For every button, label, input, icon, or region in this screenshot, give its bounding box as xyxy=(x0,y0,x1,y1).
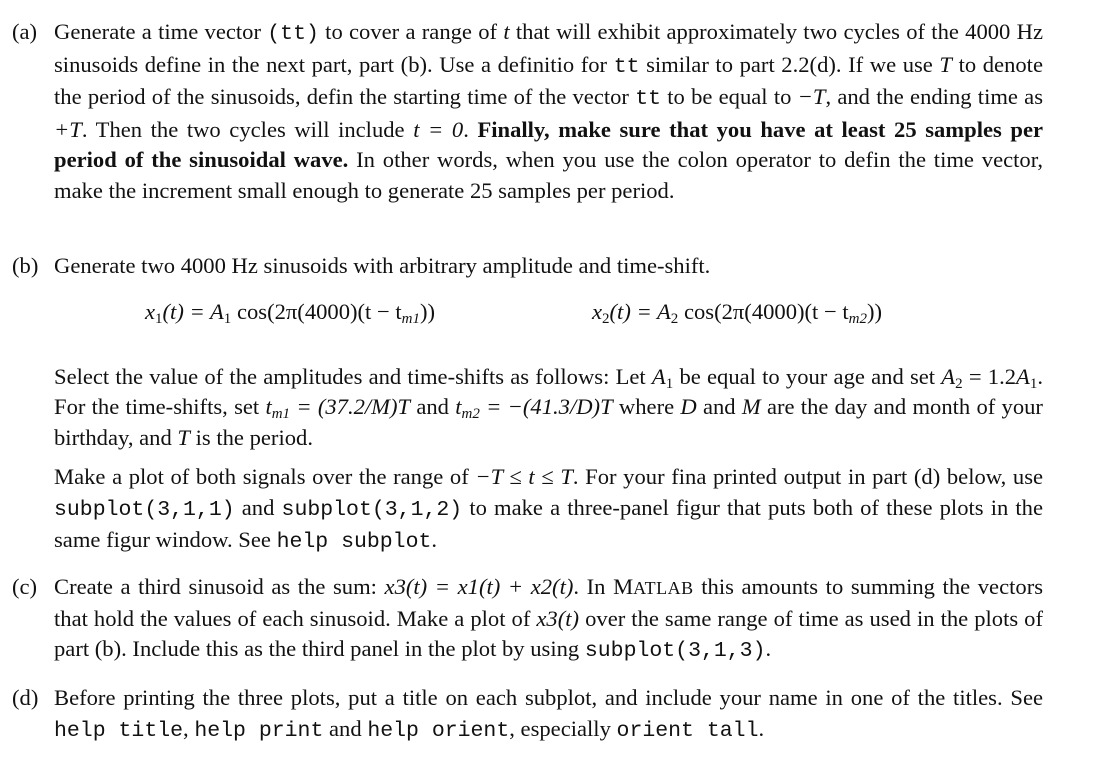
code-subplot-313: subplot(3,1,3) xyxy=(584,639,766,663)
code-subplot-312: subplot(3,1,2) xyxy=(281,497,463,522)
bold-requirement: Finally, make sure that you have at least 25 samples per period of the sinusoidal wave. xyxy=(54,116,1043,172)
code-help-title: help title xyxy=(54,718,184,743)
part-b xyxy=(12,251,1043,558)
code-help-print: help print xyxy=(194,718,324,743)
part-c-label: (c) xyxy=(12,574,38,599)
sum-equation: x3(t) = x1(t) + x2(t) xyxy=(384,574,574,599)
part-b-params: Select the value of the amplitudes and time-shifts as follows: Let $A_1$ be equal to your age and set $A_2 = 1.2A_1$. For the time-shifts, set $t_{m1} = (37.2/M)T$ and $t_{m2} = -(41.3/D)T$ where D and M are the day and month of your birthday, and T is the period. xyxy=(54,363,1043,450)
part-a-text: Generate a time vector (tt) to cover a range of t that will exhibit approximately two cycles of the 4000 Hz sinusoids define in the next part, part (b). Use a definitio for tt similar to part 2.2(d). If we use T to denote the period of the sinusoids, defin the starting time of the vector tt to be equal to −T, and the ending time as +T. Then the two cycles will include t = 0. Finally, make sure that you have at least 25 samples per period of the sinusoidal wave. In other words, when you use the colon operator to defin the time vector, make the increment small enough to generate 25 samples per period. xyxy=(54,19,1044,203)
code-help-subplot: help subplot xyxy=(276,530,432,554)
part-b-label: (b) xyxy=(12,253,39,278)
equation-x1: $x_1(t) = A_1$ $\cos(2\pi(4000)(t - t_{m1}))$ xyxy=(145,299,436,327)
matlab-word: MATLAB xyxy=(613,574,694,599)
part-c-text: Create a third sinusoid as the sum: x3(t) = x1(t) + x2(t). In MATLAB this amounts to summing the vectors that hold the values of each sinusoid. Make a plot of x3(t) over the same range of time as used in the plots of part (b). Include this as the third panel in the plot by using subplot(3,1,3). xyxy=(54,574,1044,663)
code-tt: (tt) xyxy=(267,22,319,46)
part-c xyxy=(12,572,1043,667)
part-d-text: Before printing the three plots, put a title on each subplot, and include your name in one of the titles. See help title, help print and help orient, especially orient tall. xyxy=(54,685,1043,743)
code-orient-tall: orient tall xyxy=(616,718,759,743)
part-b-plot-instructions: Make a plot of both signals over the range of −T ≤ t ≤ T. For your fina printed output in part (d) below, use subplot(3,1,1) and subplot(3,1,2) to make a three-panel figur that puts both of these plots in the same figur window. See help subplot. xyxy=(54,464,1044,554)
part-a xyxy=(12,17,1043,206)
code-help-orient: help orient xyxy=(367,718,510,743)
equation-x2: $x_2(t) = A_2$ $\cos(2\pi(4000)(t - t_{m2}))$ xyxy=(592,299,883,327)
part-a-label: (a) xyxy=(12,19,38,44)
part-d xyxy=(12,683,1043,746)
code-subplot-311: subplot(3,1,1) xyxy=(54,497,235,522)
part-b-intro: Generate two 4000 Hz sinusoids with arbitrary amplitude and time-shift. xyxy=(54,253,711,278)
part-d-label: (d) xyxy=(12,685,39,710)
